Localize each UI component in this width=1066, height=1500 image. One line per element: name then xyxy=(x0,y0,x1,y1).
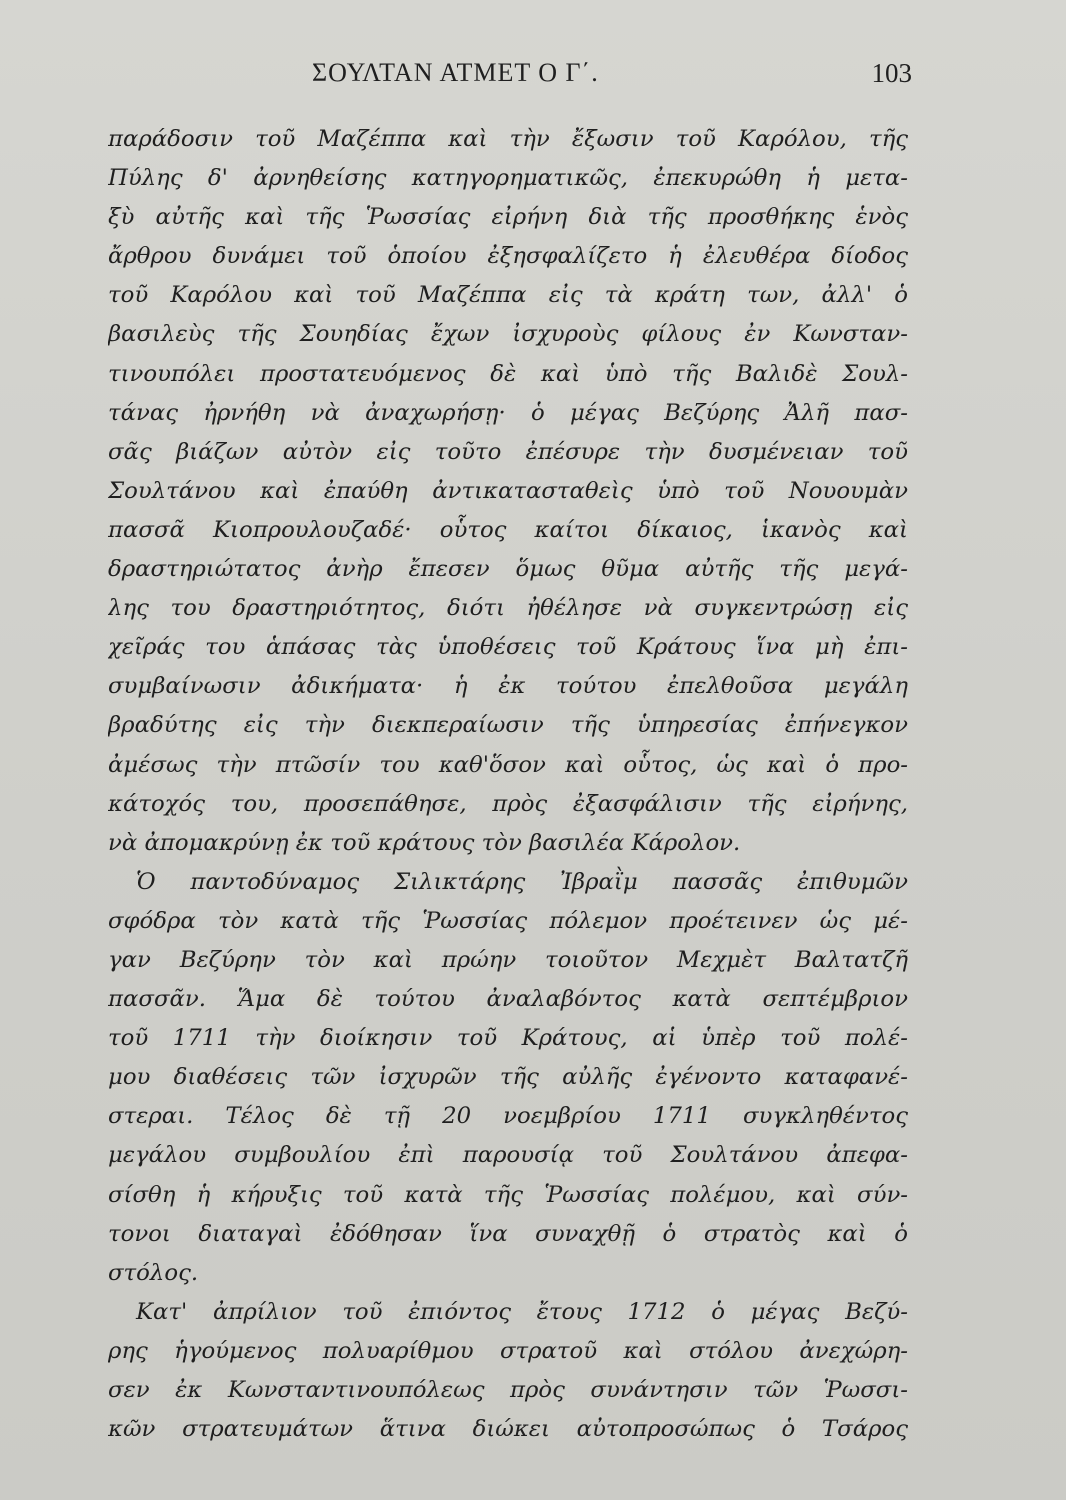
text-line: μεγάλου συμβουλίου ἐπὶ παρουσίᾳ τοῦ Σουλτάνου ἀπεφα- xyxy=(108,1142,908,1169)
text-line: στεραι. Τέλος δὲ τῇ 20 νοεμβρίου 1711 συγκληθέντος xyxy=(108,1103,908,1130)
text-line: Ὁ παντοδύναμος Σιλικτάρης Ἰβραῒμ πασσᾶς ἐπιθυμῶν xyxy=(136,868,908,895)
text-line: τοῦ Καρόλου καὶ τοῦ Μαζέππα εἰς τὰ κράτη των, ἀλλ' ὁ xyxy=(108,282,908,309)
text-line: κάτοχός του, προσεπάθησε, πρὸς ἐξασφάλισιν τῆς εἰρήνης, xyxy=(108,790,908,817)
text-line: σᾶς βιάζων αὐτὸν εἰς τοῦτο ἐπέσυρε τὴν δυσμένειαν τοῦ xyxy=(108,438,908,465)
text-line: τάνας ἠρνήθη νὰ ἀναχωρήσῃ· ὁ μέγας Βεζύρης Ἀλῆ πασ- xyxy=(108,399,908,426)
text-line: δραστηριώτατος ἀνὴρ ἔπεσεν ὅμως θῦμα αὐτῆς τῆς μεγά- xyxy=(108,556,908,583)
text-line: κῶν στρατευμάτων ἅτινα διώκει αὐτοπροσώπως ὁ Τσάρος xyxy=(108,1416,908,1443)
text-line: στόλος. xyxy=(108,1259,199,1286)
text-line: ρης ἡγούμενος πολυαρίθμου στρατοῦ καὶ στόλου ἀνεχώρη- xyxy=(108,1337,908,1364)
text-line: συμβαίνωσιν ἀδικήματα· ἡ ἐκ τούτου ἐπελθοῦσα μεγάλη xyxy=(108,673,908,700)
text-line: νὰ ἀπομακρύνῃ ἐκ τοῦ κράτους τὸν βασιλέα Κάρολον. xyxy=(108,829,741,856)
text-line: γαν Βεζύρην τὸν καὶ πρώην τοιοῦτον Μεχμὲτ Βαλτατζῆ xyxy=(108,946,908,973)
running-head: ΣΟΥΛΤΑΝ ΑΤΜΕΤ Ο Γ΄. xyxy=(312,58,599,87)
text-line: βασιλεὺς τῆς Σουηδίας ἔχων ἰσχυροὺς φίλους ἐν Κωνσταν- xyxy=(108,321,908,348)
page-number: 103 xyxy=(871,58,912,88)
text-line: σίσθη ἡ κήρυξις τοῦ κατὰ τῆς Ῥωσσίας πολέμου, καὶ σύν- xyxy=(108,1181,908,1208)
text-line: Πύλης δ' ἀρνηθείσης κατηγορηματικῶς, ἐπεκυρώθη ἡ μετα- xyxy=(108,165,908,192)
text-line: ἄρθρου δυνάμει τοῦ ὁποίου ἐξησφαλίζετο ἡ ἐλευθέρα δίοδος xyxy=(108,243,908,270)
text-line: Σουλτάνου καὶ ἐπαύθη ἀντικατασταθεὶς ὑπὸ τοῦ Νουουμὰν xyxy=(108,477,908,504)
text-line: παράδοσιν τοῦ Μαζέππα καὶ τὴν ἔξωσιν τοῦ Καρόλου, τῆς xyxy=(108,126,908,152)
text-line: ξὺ αὐτῆς καὶ τῆς Ῥωσσίας εἰρήνη διὰ τῆς προσθήκης ἑνὸς xyxy=(108,204,908,231)
text-line: σφόδρα τὸν κατὰ τῆς Ῥωσσίας πόλεμον προέτεινεν ὡς μέ- xyxy=(108,907,908,934)
text-line: ἀμέσως τὴν πτῶσίν του καθ'ὅσον καὶ οὗτος, ὡς καὶ ὁ προ- xyxy=(108,751,908,778)
text-line: χεῖράς του ἁπάσας τὰς ὑποθέσεις τοῦ Κράτους ἵνα μὴ ἐπι- xyxy=(108,634,908,661)
text-line: τινουπόλει προστατευόμενος δὲ καὶ ὑπὸ τῆς Βαλιδὲ Σουλ- xyxy=(108,360,908,387)
text-line: βραδύτης εἰς τὴν διεκπεραίωσιν τῆς ὑπηρεσίας ἐπήνεγκον xyxy=(108,712,908,739)
text-line: λης του δραστηριότητος, διότι ἠθέλησε νὰ συγκεντρώσῃ εἰς xyxy=(108,595,908,622)
body-text xyxy=(108,120,908,1449)
text-line: Κατ' ἀπρίλιον τοῦ ἐπιόντος ἔτους 1712 ὁ μέγας Βεζύ- xyxy=(136,1298,908,1325)
text-line: μου διαθέσεις τῶν ἰσχυρῶν τῆς αὐλῆς ἐγένοντο καταφανέ- xyxy=(108,1064,908,1091)
text-line: πασσᾶν. Ἅμα δὲ τούτου ἀναλαβόντος κατὰ σεπτέμβριον xyxy=(108,986,908,1013)
text-line: τοῦ 1711 τὴν διοίκησιν τοῦ Κράτους, αἱ ὑπὲρ τοῦ πολέ- xyxy=(108,1025,908,1052)
text-line: σεν ἐκ Κωνσταντινουπόλεως πρὸς συνάντησιν τῶν Ῥωσσι- xyxy=(108,1377,908,1403)
text-line: τονοι διαταγαὶ ἐδόθησαν ἵνα συναχθῇ ὁ στρατὸς καὶ ὁ xyxy=(108,1220,908,1247)
text-line: πασσᾶ Κιοπρουλουζαδέ· οὗτος καίτοι δίκαιος, ἱκανὸς καὶ xyxy=(108,516,908,543)
page-header xyxy=(112,58,912,98)
